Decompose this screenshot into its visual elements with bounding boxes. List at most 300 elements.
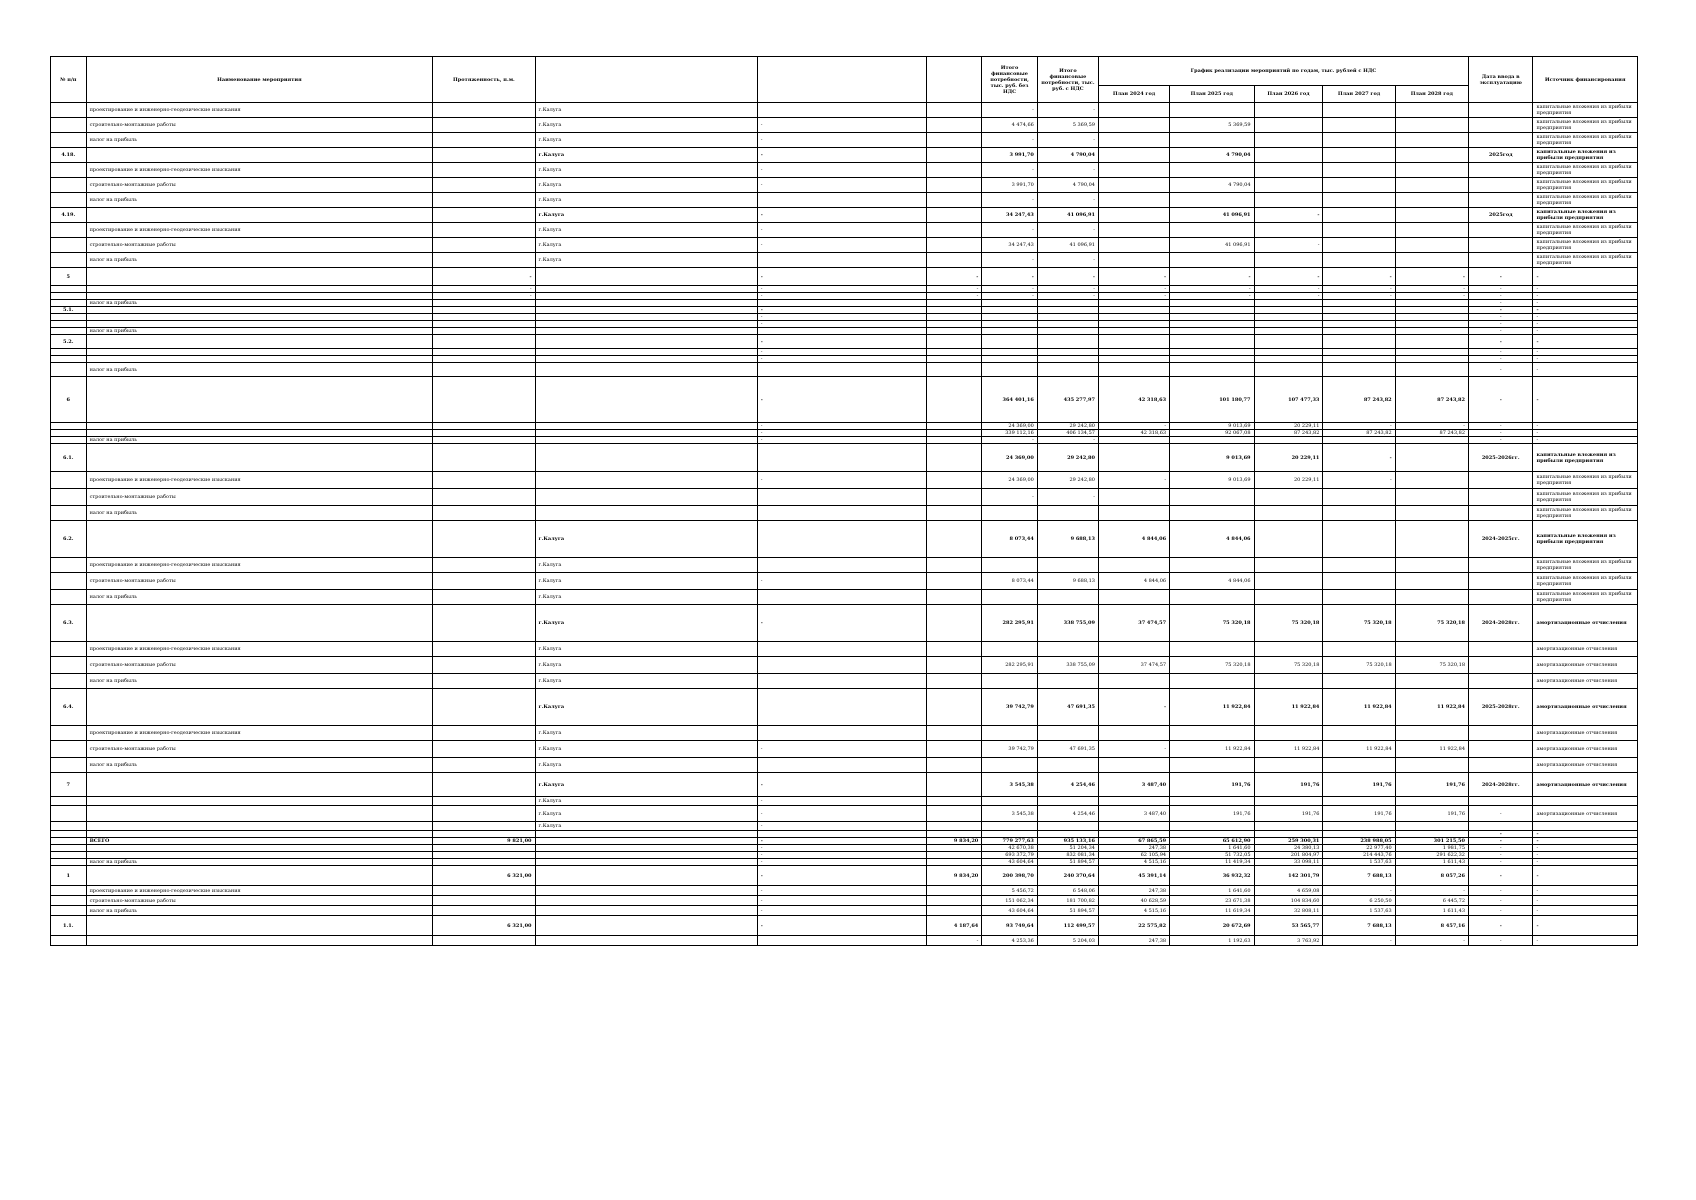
table-row <box>51 845 1638 852</box>
table-row <box>51 286 1638 293</box>
row-plan-2025: 51 732,05 <box>1170 852 1254 859</box>
row-plan-2027 <box>1323 349 1395 356</box>
row-source: амортизационные отчисления <box>1533 657 1638 674</box>
row-number <box>51 936 87 946</box>
row-location: г.Калуга <box>535 605 757 642</box>
row-plan-2026 <box>1254 758 1323 773</box>
row-length <box>433 238 535 253</box>
row-total-vat: 29 242,80 <box>1037 444 1098 472</box>
row-plan-2024 <box>1098 590 1169 605</box>
row-location <box>535 866 757 886</box>
row-source: - <box>1533 293 1638 300</box>
row-total-vat: 338 755,09 <box>1037 605 1098 642</box>
row-location: г.Калуга <box>535 253 757 268</box>
row-plan-2026: - <box>1254 286 1323 293</box>
row-number <box>51 253 87 268</box>
table-row <box>51 896 1638 906</box>
row-plan-2025 <box>1170 253 1254 268</box>
row-source: - <box>1533 328 1638 335</box>
row-plan-2025 <box>1170 223 1254 238</box>
row-location <box>535 300 757 307</box>
table-row <box>51 268 1638 286</box>
header-plan-2027: План 2027 год <box>1323 86 1395 103</box>
row-date: - <box>1469 916 1533 936</box>
row-location <box>535 845 757 852</box>
row-plan-2025: - <box>1170 286 1254 293</box>
row-plan-2026: 191,76 <box>1254 773 1323 797</box>
row-plan-2027: - <box>1323 293 1395 300</box>
row-name <box>86 852 433 859</box>
row-length <box>433 423 535 430</box>
table-row <box>51 293 1638 300</box>
row-total-vat <box>1037 314 1098 321</box>
row-plan-2024 <box>1098 506 1169 521</box>
row-source: капитальные вложения из прибыли предприятия <box>1533 118 1638 133</box>
row-total-no-vat <box>982 307 1038 314</box>
row-plan-2027 <box>1323 307 1395 314</box>
row-plan-2027 <box>1323 223 1395 238</box>
row-length <box>433 831 535 838</box>
row-plan-2025 <box>1170 489 1254 506</box>
row-total-vat: 240 370,64 <box>1037 866 1098 886</box>
row-plan-2028 <box>1395 335 1468 349</box>
row-plan-2027 <box>1323 163 1395 178</box>
row-total-no-vat: 43 604,64 <box>982 906 1038 916</box>
row-plan-2025: 4 844,06 <box>1170 573 1254 590</box>
row-date: 2025-2026гг. <box>1469 444 1533 472</box>
row-plan-2028: 301 215,50 <box>1395 838 1468 845</box>
row-number <box>51 163 87 178</box>
row-name <box>86 307 433 314</box>
row-load <box>926 178 982 193</box>
row-plan-2025 <box>1170 758 1254 773</box>
row-plan-2024 <box>1098 363 1169 377</box>
row-plan-2028: 191,76 <box>1395 773 1468 797</box>
row-plan-2025: 4 790,04 <box>1170 178 1254 193</box>
table-row <box>51 208 1638 223</box>
row-number <box>51 328 87 335</box>
row-location <box>535 506 757 521</box>
row-plan-2026 <box>1254 118 1323 133</box>
row-source: - <box>1533 831 1638 838</box>
row-date: - <box>1469 314 1533 321</box>
row-plan-2024 <box>1098 437 1169 444</box>
row-source: капитальные вложения из прибыли предприятия <box>1533 472 1638 489</box>
row-name: ВСЕГО <box>86 838 433 845</box>
row-plan-2028 <box>1395 314 1468 321</box>
row-total-no-vat: - <box>982 253 1038 268</box>
row-plan-2027 <box>1323 193 1395 208</box>
table-row <box>51 916 1638 936</box>
table-row <box>51 300 1638 307</box>
row-date: - <box>1469 430 1533 437</box>
row-date: 2024-2028гг. <box>1469 773 1533 797</box>
row-total-no-vat: 24 369,00 <box>982 472 1038 489</box>
row-plan-2027: 87 243,82 <box>1323 377 1395 423</box>
row-location: г.Калуга <box>535 674 757 689</box>
table-row <box>51 148 1638 163</box>
row-plan-2024 <box>1098 822 1169 831</box>
row-plan-2028 <box>1395 349 1468 356</box>
row-number <box>51 193 87 208</box>
row-date: - <box>1469 328 1533 335</box>
row-plan-2025: 9 013,69 <box>1170 444 1254 472</box>
row-date <box>1469 133 1533 148</box>
row-plan-2025: 11 922,84 <box>1170 689 1254 726</box>
row-location <box>535 936 757 946</box>
row-location <box>535 489 757 506</box>
row-volume <box>757 642 926 657</box>
row-plan-2027 <box>1323 238 1395 253</box>
row-plan-2026 <box>1254 193 1323 208</box>
row-name: налог на прибыль <box>86 363 433 377</box>
row-load <box>926 558 982 573</box>
row-load <box>926 521 982 558</box>
row-total-no-vat: - <box>982 193 1038 208</box>
row-plan-2024 <box>1098 328 1169 335</box>
row-total-vat <box>1037 356 1098 363</box>
row-name: проектирование и инженерно-геодезические изыскания <box>86 642 433 657</box>
row-length <box>433 521 535 558</box>
row-name: проектирование и инженерно-геодезические изыскания <box>86 223 433 238</box>
row-date: - <box>1469 356 1533 363</box>
row-date <box>1469 558 1533 573</box>
row-name <box>86 806 433 822</box>
row-plan-2028 <box>1395 356 1468 363</box>
row-load <box>926 349 982 356</box>
row-date <box>1469 178 1533 193</box>
row-number <box>51 831 87 838</box>
row-source: - <box>1533 356 1638 363</box>
row-location: г.Калуга <box>535 118 757 133</box>
row-date: 2024-2025гг. <box>1469 521 1533 558</box>
row-plan-2028 <box>1395 726 1468 741</box>
row-volume: - <box>757 321 926 328</box>
row-date: - <box>1469 859 1533 866</box>
row-location: г.Калуга <box>535 103 757 118</box>
row-plan-2024: 22 575,82 <box>1098 916 1169 936</box>
row-plan-2025: 1 641,60 <box>1170 886 1254 896</box>
table-row <box>51 866 1638 886</box>
row-total-vat: 338 755,09 <box>1037 657 1098 674</box>
row-length <box>433 741 535 758</box>
row-name <box>86 521 433 558</box>
row-plan-2028 <box>1395 521 1468 558</box>
row-name: налог на прибыль <box>86 674 433 689</box>
row-number: 1.1. <box>51 916 87 936</box>
row-source: - <box>1533 268 1638 286</box>
row-plan-2026: 4 659,08 <box>1254 886 1323 896</box>
row-plan-2025 <box>1170 349 1254 356</box>
row-plan-2026 <box>1254 831 1323 838</box>
row-length <box>433 103 535 118</box>
row-load <box>926 859 982 866</box>
row-plan-2026: 32 808,11 <box>1254 906 1323 916</box>
row-name: налог на прибыль <box>86 437 433 444</box>
row-length: - <box>433 286 535 293</box>
row-source: амортизационные отчисления <box>1533 605 1638 642</box>
table-row <box>51 321 1638 328</box>
row-plan-2026: 104 834,60 <box>1254 896 1323 906</box>
row-plan-2028 <box>1395 831 1468 838</box>
row-name <box>86 293 433 300</box>
row-plan-2028: - <box>1395 423 1468 430</box>
row-location: г.Калуга <box>535 223 757 238</box>
row-plan-2028 <box>1395 307 1468 314</box>
row-plan-2025: 1 192,63 <box>1170 936 1254 946</box>
row-plan-2025: 11 922,84 <box>1170 741 1254 758</box>
row-plan-2025 <box>1170 363 1254 377</box>
row-plan-2024 <box>1098 831 1169 838</box>
row-total-vat: 5 369,59 <box>1037 118 1098 133</box>
row-length <box>433 444 535 472</box>
row-plan-2027: - <box>1323 936 1395 946</box>
row-plan-2028 <box>1395 118 1468 133</box>
row-total-no-vat: 24 369,00 <box>982 423 1038 430</box>
row-plan-2028: 8 457,16 <box>1395 916 1468 936</box>
row-total-vat: 41 096,91 <box>1037 238 1098 253</box>
row-date: - <box>1469 896 1533 906</box>
row-plan-2024: 4 844,06 <box>1098 573 1169 590</box>
row-source: капитальные вложения из прибыли предприятия <box>1533 208 1638 223</box>
row-plan-2024: - <box>1098 286 1169 293</box>
row-date: - <box>1469 806 1533 822</box>
row-source: капитальные вложения из прибыли предприятия <box>1533 590 1638 605</box>
row-plan-2025: 191,76 <box>1170 806 1254 822</box>
row-name <box>86 797 433 806</box>
row-plan-2027 <box>1323 133 1395 148</box>
row-source: - <box>1533 377 1638 423</box>
table-row <box>51 590 1638 605</box>
row-total-vat: - <box>1037 253 1098 268</box>
row-location: г.Калуга <box>535 642 757 657</box>
row-source: - <box>1533 349 1638 356</box>
row-plan-2028: 291 622,32 <box>1395 852 1468 859</box>
row-plan-2024 <box>1098 314 1169 321</box>
table-row <box>51 423 1638 430</box>
row-volume: - <box>757 886 926 896</box>
row-volume: - <box>757 472 926 489</box>
row-name <box>86 321 433 328</box>
row-source: - <box>1533 906 1638 916</box>
row-number <box>51 506 87 521</box>
row-plan-2024 <box>1098 642 1169 657</box>
row-length <box>433 674 535 689</box>
row-total-vat <box>1037 328 1098 335</box>
row-plan-2025 <box>1170 831 1254 838</box>
table-row <box>51 307 1638 314</box>
row-plan-2025: 11 419,34 <box>1170 859 1254 866</box>
row-total-vat: - <box>1037 286 1098 293</box>
row-total-vat: - <box>1037 489 1098 506</box>
row-total-vat <box>1037 590 1098 605</box>
row-plan-2024: - <box>1098 268 1169 286</box>
row-plan-2027 <box>1323 521 1395 558</box>
row-name: проектирование и инженерно-геодезические изыскания <box>86 103 433 118</box>
row-name: налог на прибыль <box>86 906 433 916</box>
row-plan-2025 <box>1170 163 1254 178</box>
row-plan-2027: 75 320,18 <box>1323 657 1395 674</box>
row-load <box>926 845 982 852</box>
row-plan-2024 <box>1098 163 1169 178</box>
investment-program-table <box>50 56 1638 946</box>
row-volume: - <box>757 133 926 148</box>
row-volume: - <box>757 223 926 238</box>
row-source: амортизационные отчисления <box>1533 758 1638 773</box>
row-plan-2027: 1 537,63 <box>1323 859 1395 866</box>
row-total-vat: - <box>1037 437 1098 444</box>
row-plan-2024 <box>1098 300 1169 307</box>
row-total-no-vat: 282 295,91 <box>982 657 1038 674</box>
row-name <box>86 335 433 349</box>
row-load <box>926 906 982 916</box>
row-length: 6 321,00 <box>433 866 535 886</box>
row-number <box>51 472 87 489</box>
row-source: - <box>1533 936 1638 946</box>
header-location <box>535 57 757 103</box>
row-plan-2024 <box>1098 118 1169 133</box>
row-date <box>1469 822 1533 831</box>
row-total-vat: - <box>1037 133 1098 148</box>
row-date <box>1469 573 1533 590</box>
row-plan-2026: 191,76 <box>1254 806 1323 822</box>
row-load <box>926 444 982 472</box>
row-plan-2024: 37 474,57 <box>1098 605 1169 642</box>
row-total-vat: - <box>1037 268 1098 286</box>
row-plan-2027 <box>1323 321 1395 328</box>
row-total-no-vat: - <box>982 489 1038 506</box>
row-name <box>86 936 433 946</box>
row-plan-2025: 4 790,04 <box>1170 148 1254 163</box>
row-length <box>433 314 535 321</box>
row-date: 2025год <box>1469 208 1533 223</box>
row-plan-2027 <box>1323 314 1395 321</box>
row-length <box>433 307 535 314</box>
table-row <box>51 741 1638 758</box>
row-plan-2027 <box>1323 797 1395 806</box>
header-source: Источник финансирования <box>1533 57 1638 103</box>
row-length <box>433 573 535 590</box>
table-row <box>51 859 1638 866</box>
row-total-no-vat: 8 073,44 <box>982 521 1038 558</box>
row-volume <box>757 521 926 558</box>
row-source: - <box>1533 335 1638 349</box>
header-plan-2026: План 2026 год <box>1254 86 1323 103</box>
row-load <box>926 489 982 506</box>
row-volume <box>757 689 926 726</box>
row-source: капитальные вложения из прибыли предприятия <box>1533 506 1638 521</box>
row-total-no-vat: - <box>982 163 1038 178</box>
row-name: налог на прибыль <box>86 506 433 521</box>
row-date: - <box>1469 437 1533 444</box>
row-number <box>51 726 87 741</box>
row-location: г.Калуга <box>535 573 757 590</box>
row-volume <box>757 506 926 521</box>
table-row <box>51 356 1638 363</box>
row-volume: - <box>757 859 926 866</box>
row-total-vat: - <box>1037 103 1098 118</box>
row-source <box>1533 822 1638 831</box>
row-total-vat <box>1037 822 1098 831</box>
row-total-no-vat: 93 749,64 <box>982 916 1038 936</box>
header-number: № п/п <box>51 57 87 103</box>
row-plan-2028 <box>1395 133 1468 148</box>
row-plan-2027 <box>1323 328 1395 335</box>
row-total-no-vat <box>982 328 1038 335</box>
row-volume <box>757 363 926 377</box>
row-plan-2025: 9 013,69 <box>1170 472 1254 489</box>
row-total-vat <box>1037 307 1098 314</box>
row-plan-2025: 36 932,32 <box>1170 866 1254 886</box>
row-name: строительно-монтажные работы <box>86 741 433 758</box>
row-plan-2025 <box>1170 506 1254 521</box>
row-plan-2024: - <box>1098 423 1169 430</box>
row-total-no-vat: - <box>982 103 1038 118</box>
row-date: - <box>1469 852 1533 859</box>
row-plan-2028 <box>1395 193 1468 208</box>
row-plan-2028 <box>1395 223 1468 238</box>
row-location <box>535 268 757 286</box>
row-date <box>1469 163 1533 178</box>
row-total-vat: - <box>1037 223 1098 238</box>
row-total-no-vat: 282 295,91 <box>982 605 1038 642</box>
row-plan-2025: 191,76 <box>1170 773 1254 797</box>
row-volume <box>757 328 926 335</box>
row-source: - <box>1533 866 1638 886</box>
row-total-vat: - <box>1037 163 1098 178</box>
row-plan-2026 <box>1254 178 1323 193</box>
table-row <box>51 472 1638 489</box>
row-load <box>926 223 982 238</box>
row-plan-2025 <box>1170 335 1254 349</box>
table-body <box>51 103 1638 946</box>
row-plan-2026 <box>1254 163 1323 178</box>
row-plan-2026: 259 300,31 <box>1254 838 1323 845</box>
row-plan-2024 <box>1098 356 1169 363</box>
row-plan-2025: 92 067,08 <box>1170 430 1254 437</box>
row-plan-2024 <box>1098 193 1169 208</box>
row-total-vat: 4 254,46 <box>1037 773 1098 797</box>
row-source: амортизационные отчисления <box>1533 689 1638 726</box>
row-name <box>86 314 433 321</box>
header-load <box>926 57 982 103</box>
table-row <box>51 906 1638 916</box>
row-plan-2025: 1 641,60 <box>1170 845 1254 852</box>
row-total-vat: - <box>1037 293 1098 300</box>
row-date <box>1469 797 1533 806</box>
row-number <box>51 430 87 437</box>
row-plan-2027 <box>1323 335 1395 349</box>
row-length <box>433 472 535 489</box>
row-name <box>86 377 433 423</box>
row-plan-2024: 4 844,06 <box>1098 521 1169 558</box>
row-date: 2025-2028гг. <box>1469 689 1533 726</box>
row-source: - <box>1533 423 1638 430</box>
row-length <box>433 605 535 642</box>
row-length <box>433 148 535 163</box>
row-plan-2024 <box>1098 797 1169 806</box>
row-length <box>433 906 535 916</box>
table-row <box>51 838 1638 845</box>
row-source: - <box>1533 896 1638 906</box>
row-load <box>926 852 982 859</box>
row-number: 6.1. <box>51 444 87 472</box>
row-plan-2024 <box>1098 335 1169 349</box>
row-total-no-vat <box>982 300 1038 307</box>
header-plan-2028: План 2028 год <box>1395 86 1468 103</box>
table-row <box>51 253 1638 268</box>
header-name: Наименование мероприятия <box>86 57 433 103</box>
